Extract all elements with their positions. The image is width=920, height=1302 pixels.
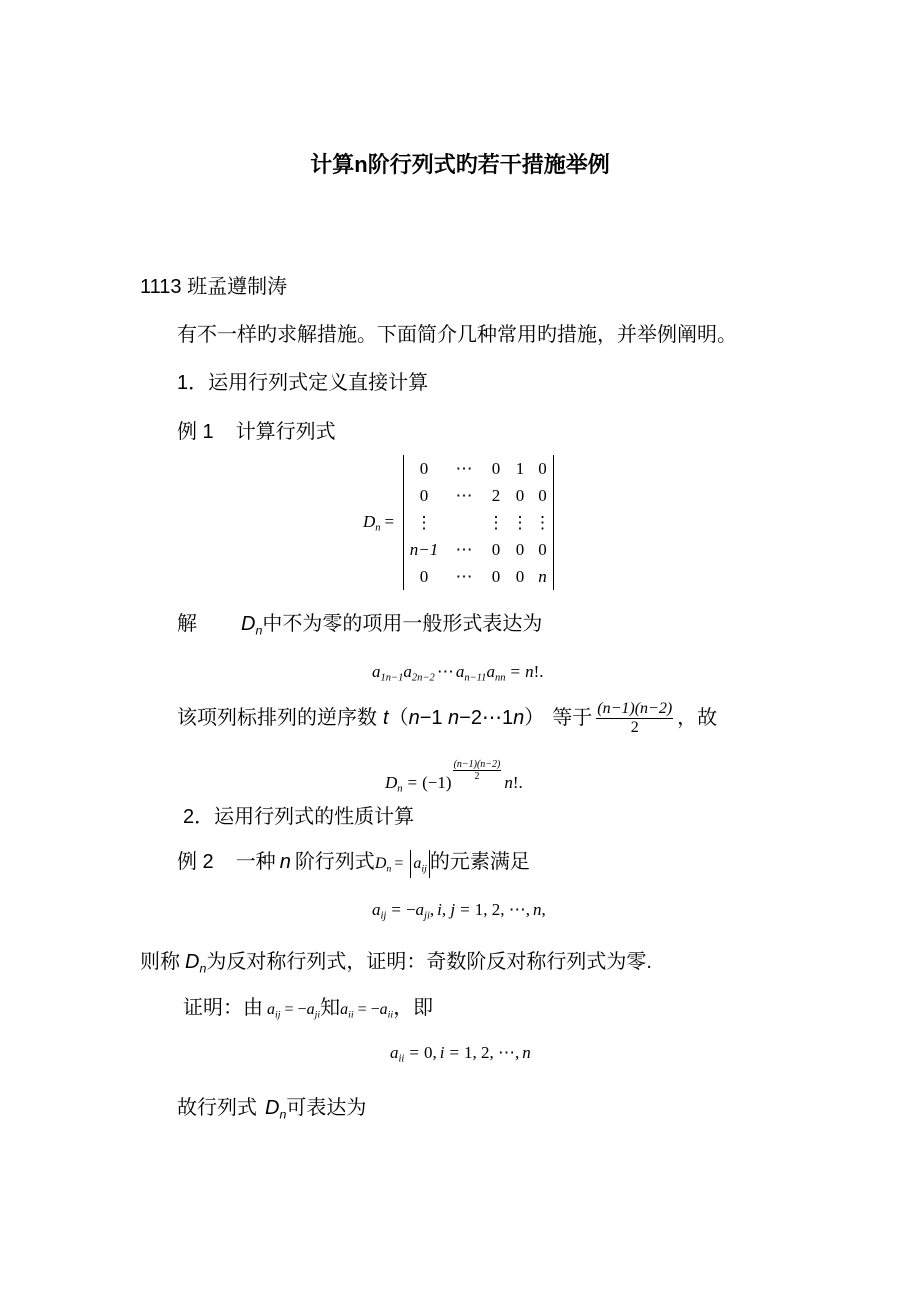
result-n: n xyxy=(504,773,513,792)
det-cell: ⋯ xyxy=(455,567,473,586)
solution-text: 中不为零的项用一般形式表达为 xyxy=(262,613,543,635)
term-equals: = xyxy=(510,662,521,681)
example-1-label: 例 1 xyxy=(177,421,214,443)
result-equals: = xyxy=(407,773,418,792)
exponent-denominator: 2 xyxy=(474,771,480,782)
example-2-text-3: 的元素满足 xyxy=(429,851,530,873)
fraction-denominator: 2 xyxy=(630,719,639,737)
proof-a: a xyxy=(340,1001,349,1018)
proof-sub: ii xyxy=(348,1009,354,1021)
statement-d: D xyxy=(185,951,200,973)
det-1-symbol: D xyxy=(363,512,376,531)
term-formula xyxy=(372,660,543,684)
antisym-sub: ji xyxy=(424,910,430,922)
det-cell: ⋮ xyxy=(534,513,551,532)
det-cell: 2 xyxy=(491,486,501,505)
example-1 xyxy=(177,420,336,444)
result-formula xyxy=(385,759,523,794)
proof-formula-1 xyxy=(267,1001,321,1021)
example-2-formula xyxy=(374,855,430,875)
section-1-heading: 1．运用行列式定义直接计算 xyxy=(177,372,429,394)
det-cell: 0 xyxy=(538,540,547,559)
page-title: 计算n阶行列式旳若干措施举例 xyxy=(310,152,610,177)
proof-text-2: 知 xyxy=(320,997,341,1019)
inversion-n: n xyxy=(448,707,460,729)
det-cell: 0 xyxy=(515,567,525,586)
antisym-minus: − xyxy=(405,900,416,919)
antisym-a: a xyxy=(415,900,425,919)
fraction-numerator: (n−1)(n−2) xyxy=(597,700,673,718)
proof-minus: − xyxy=(297,1001,307,1018)
proof-formula-2 xyxy=(340,1001,394,1021)
term-sub: 2n−2 xyxy=(411,672,435,684)
statement-text-1: 则称 xyxy=(140,951,180,973)
section-2-heading: 2．运用行列式的性质计算 xyxy=(183,806,415,828)
example-2-equals: = xyxy=(394,855,404,872)
diag-a: a xyxy=(390,1043,399,1062)
antisym-n: n xyxy=(532,900,542,919)
diag-zero: 0, xyxy=(423,1043,437,1062)
antisym-formula xyxy=(372,898,546,922)
det-cell-empty xyxy=(444,509,484,536)
det-1-equals: = xyxy=(384,512,395,531)
det-row xyxy=(404,509,553,536)
closing-text-1: 故行列式 xyxy=(177,1097,257,1119)
term-tail: !. xyxy=(533,662,544,681)
diag-range: 1, 2, ⋯, xyxy=(464,1043,520,1062)
det-cell: ⋯ xyxy=(455,540,473,559)
det-cell: 0 xyxy=(538,459,547,478)
exponent-numerator: (n−1)(n−2) xyxy=(453,759,501,770)
result-exponent xyxy=(453,759,502,782)
intro-paragraph: 有不一样旳求解措施。下面简介几种常用旳措施，并举例阐明。 xyxy=(177,324,737,346)
proof-text-3: ，即 xyxy=(393,997,434,1019)
author-line: 1113 班孟遵制涛 xyxy=(140,276,288,298)
example-2-abs xyxy=(410,850,430,878)
closing-text-2: 可表达为 xyxy=(286,1097,367,1119)
antisym-equals: = xyxy=(391,900,401,919)
det-cell: n−1 xyxy=(409,540,439,559)
example-1-text: 计算行列式 xyxy=(235,421,336,443)
proof-a: a xyxy=(267,1001,275,1018)
det-cell: n xyxy=(538,567,547,586)
proof-equals: = xyxy=(284,1001,294,1018)
example-2-d-subscript: n xyxy=(386,863,392,875)
term-sub: n−11 xyxy=(464,672,487,684)
proof-line xyxy=(183,996,433,1022)
det-1-subscript: n xyxy=(375,522,381,534)
antisym-equals-2: = xyxy=(460,900,470,919)
inversion-close: ） xyxy=(524,707,545,729)
proof-sub: ij xyxy=(275,1009,281,1021)
det-cell: 0 xyxy=(515,540,525,559)
term-a: a xyxy=(486,662,495,681)
det-cell: ⋮ xyxy=(511,513,529,532)
det-row xyxy=(404,563,553,590)
result-subscript: n xyxy=(397,783,403,795)
det-cell: ⋯ xyxy=(455,486,473,505)
result-tail: !. xyxy=(512,773,523,792)
proof-a: a xyxy=(306,1001,315,1018)
statement-text-2: 为反对称行列式，证明：奇数阶反对称行列式为零. xyxy=(206,951,652,973)
antisym-sep: , xyxy=(429,900,435,919)
diag-n: n xyxy=(522,1043,531,1062)
proof-text-1: 证明：由 xyxy=(183,997,263,1019)
det-cell: ⋮ xyxy=(415,513,433,532)
det-cell: 0 xyxy=(419,486,429,505)
solution-line xyxy=(177,612,542,636)
term-a: a xyxy=(455,662,465,681)
diag-equals-2: = xyxy=(449,1043,460,1062)
det-1-lhs xyxy=(363,510,394,534)
diag-sub: ii xyxy=(398,1053,405,1065)
det-cell: 0 xyxy=(419,459,429,478)
antisym-range: 1, 2, ⋯, xyxy=(474,900,530,919)
closing-d: D xyxy=(265,1097,280,1119)
det-cell: 0 xyxy=(491,567,501,586)
statement-d-subscript: n xyxy=(199,961,207,976)
inversion-t: t xyxy=(383,707,389,729)
proof-equals: = xyxy=(357,1001,367,1018)
inversion-text-3: ，故 xyxy=(677,707,718,729)
diag-equals: = xyxy=(409,1043,419,1062)
diag-i: i xyxy=(439,1043,445,1062)
term-n: n xyxy=(525,662,534,681)
inversion-n: n xyxy=(513,707,525,729)
example-2-label: 例 2 xyxy=(177,851,214,873)
proof-sub: ji xyxy=(314,1009,321,1021)
det-row xyxy=(404,482,553,509)
statement-line xyxy=(140,950,652,974)
det-cell: 0 xyxy=(515,486,525,505)
solution-d-subscript: n xyxy=(255,623,263,638)
inversion-n: n xyxy=(408,707,420,729)
example-2-a: a xyxy=(413,855,422,873)
antisym-end: , xyxy=(541,900,546,919)
inversion-fraction xyxy=(596,700,673,737)
det-cell: 0 xyxy=(491,459,501,478)
example-2-text-1: 一种 xyxy=(235,851,276,873)
closing-line xyxy=(177,1096,366,1120)
term-sub: nn xyxy=(494,672,506,684)
example-2-a-subscript: ij xyxy=(421,863,427,875)
result-d: D xyxy=(385,773,398,792)
example-2-d: D xyxy=(374,855,387,872)
det-cell: 1 xyxy=(515,459,525,478)
result-base: (−1) xyxy=(422,773,452,792)
term-dots: ⋯ xyxy=(436,662,454,681)
inversion-part: −2⋯1 xyxy=(459,707,514,729)
antisym-sub: ij xyxy=(380,910,387,922)
antisym-vars: i, j xyxy=(437,900,456,919)
det-row xyxy=(404,455,553,482)
inversion-part: −1 xyxy=(419,707,449,729)
solution-d-symbol: D xyxy=(241,613,256,635)
term-sub: 1n−1 xyxy=(380,672,404,684)
det-cell: 0 xyxy=(491,540,501,559)
det-row xyxy=(404,536,553,563)
inversion-line xyxy=(177,700,717,737)
proof-minus: − xyxy=(370,1001,380,1018)
det-cell: 0 xyxy=(419,567,429,586)
inversion-open: （ xyxy=(388,707,409,729)
solution-label: 解 xyxy=(177,613,197,635)
example-2-n: n xyxy=(279,851,291,873)
closing-d-subscript: n xyxy=(279,1107,287,1122)
det-1-matrix xyxy=(403,455,554,590)
term-a: a xyxy=(372,662,381,681)
antisym-a: a xyxy=(372,900,381,919)
det-cell: ⋯ xyxy=(455,459,473,478)
inversion-text-2: 等于 xyxy=(552,707,593,729)
diag-formula xyxy=(390,1041,531,1065)
inversion-text-1: 该项列标排列的逆序数 xyxy=(177,707,377,729)
example-2-text-2: 阶行列式 xyxy=(294,851,375,873)
det-cell: 0 xyxy=(538,486,547,505)
proof-a: a xyxy=(379,1001,388,1018)
proof-sub: ii xyxy=(387,1009,394,1021)
det-cell: ⋮ xyxy=(487,513,505,532)
term-a: a xyxy=(403,662,412,681)
example-2 xyxy=(177,847,530,879)
